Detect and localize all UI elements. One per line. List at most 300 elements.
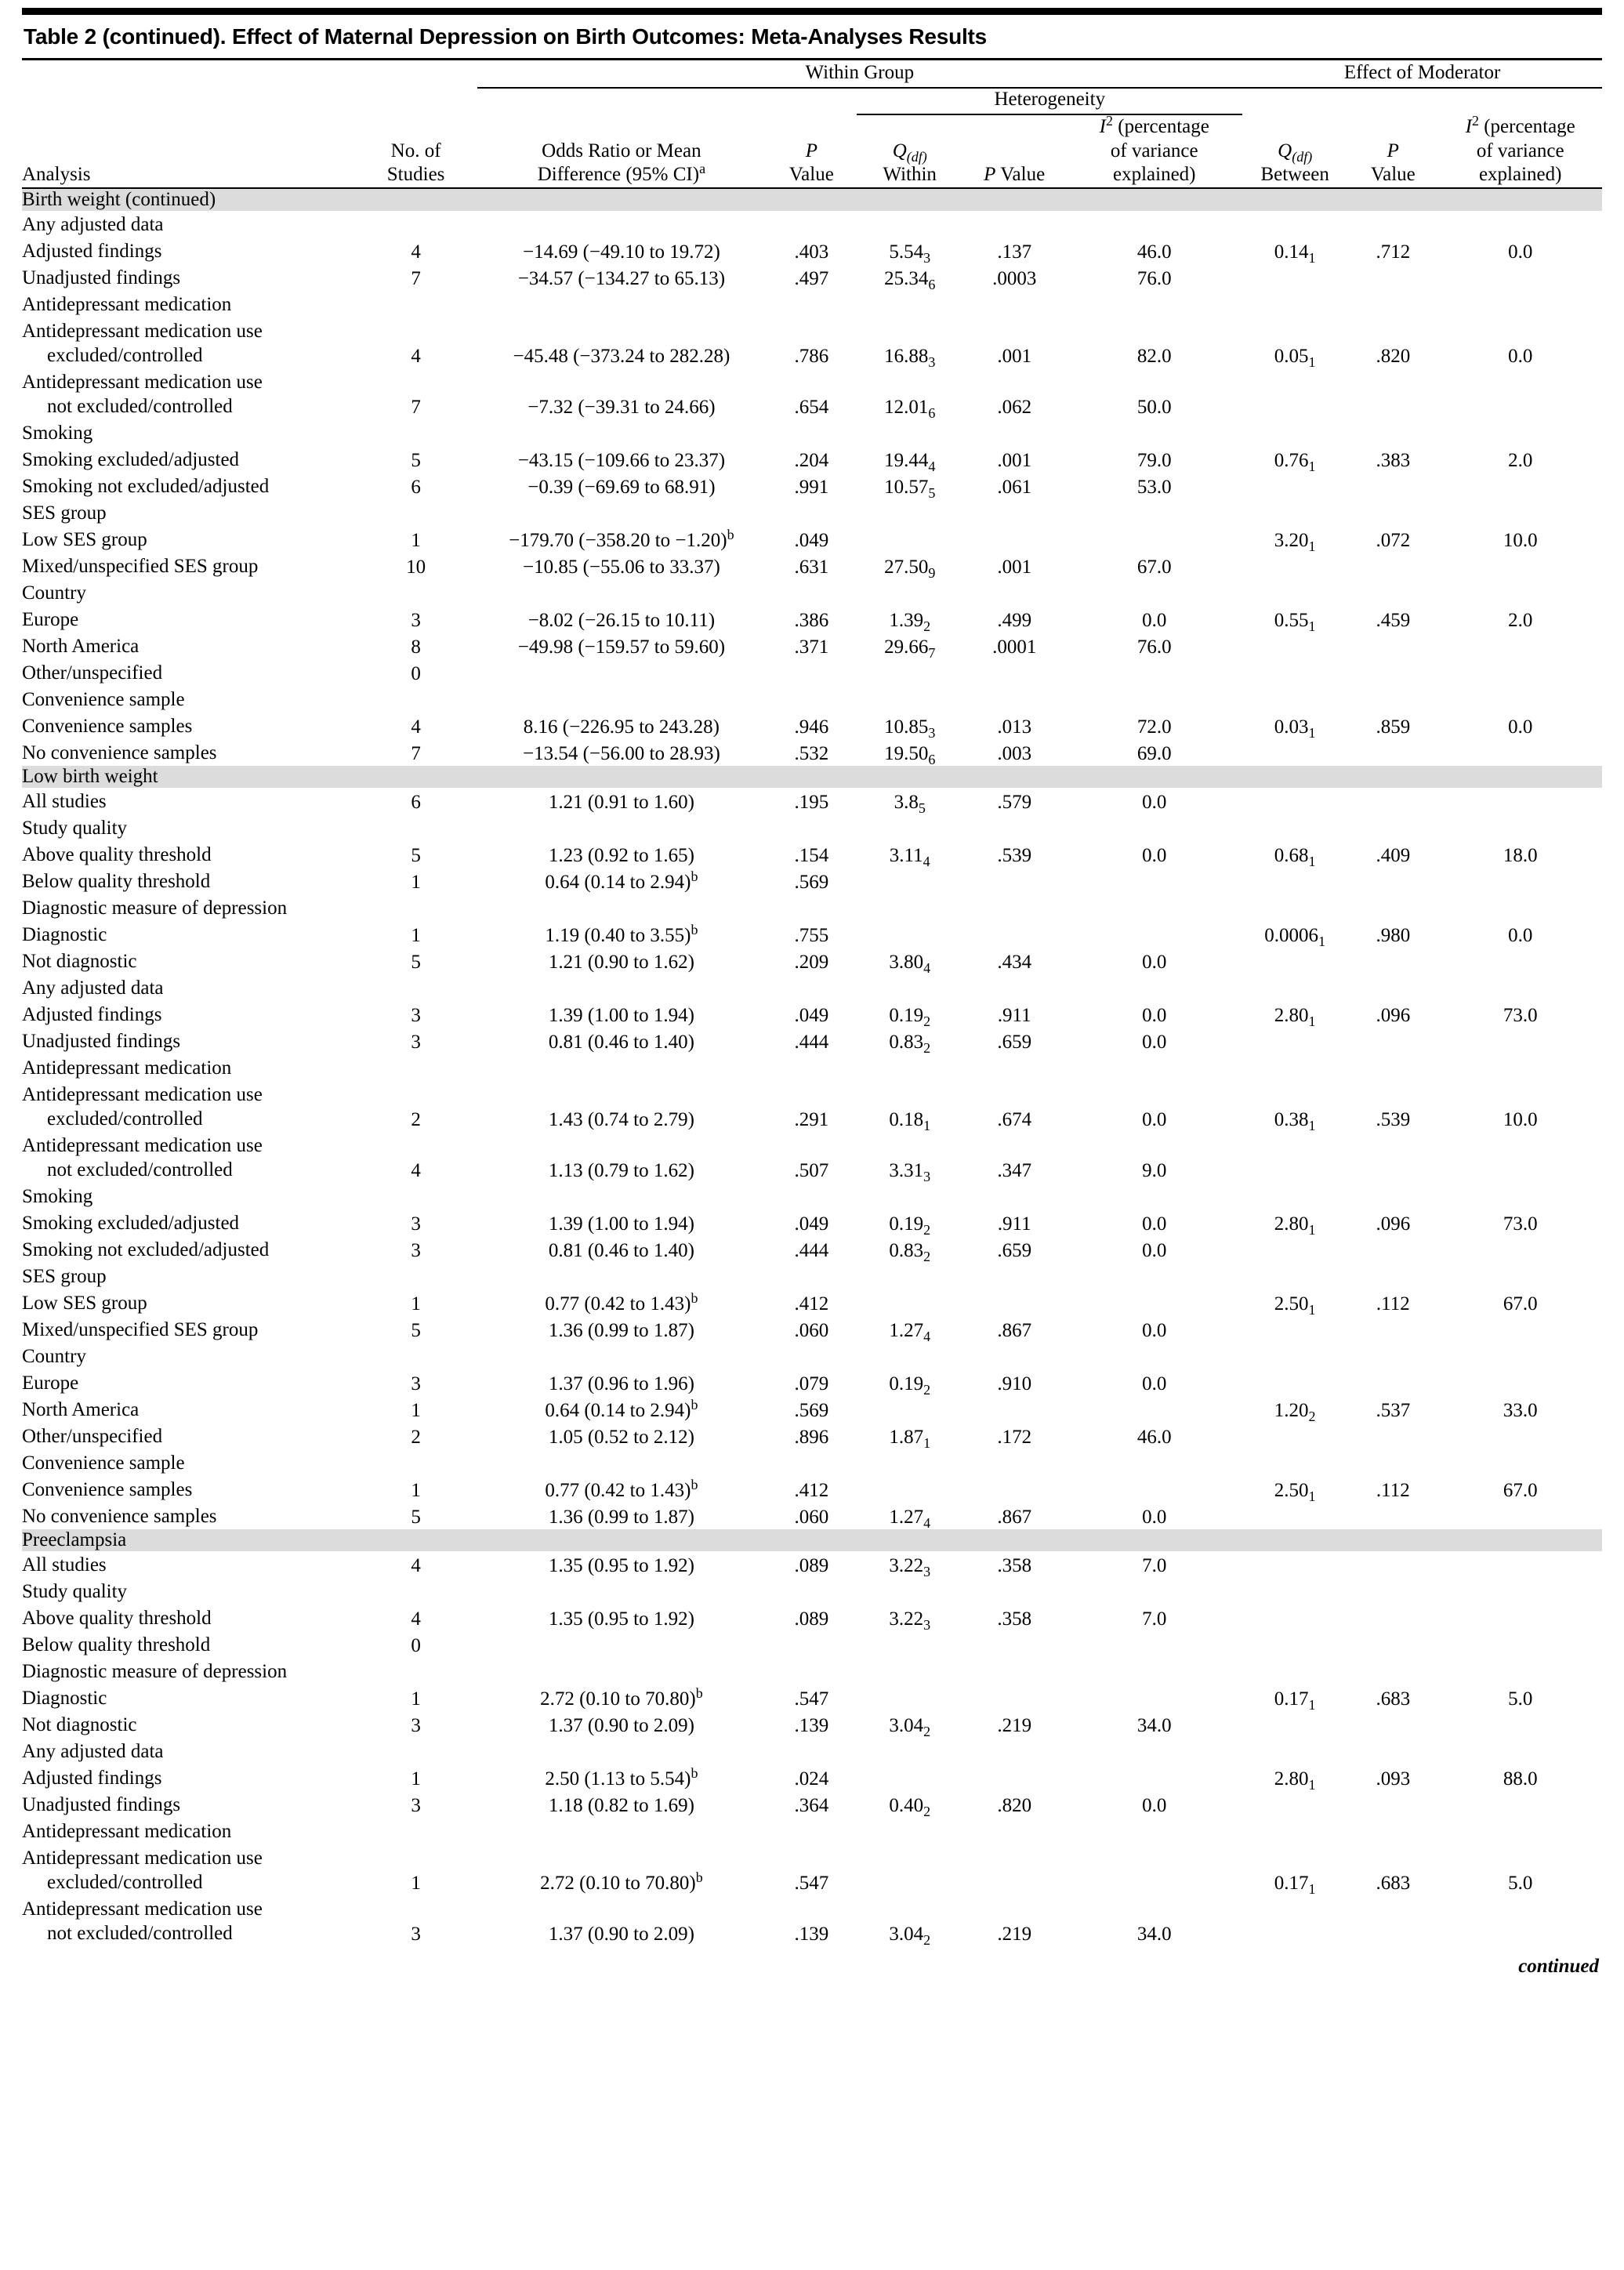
continued-label: continued xyxy=(1518,1955,1599,1977)
p-value-moderator xyxy=(1347,1503,1438,1529)
table-row xyxy=(22,1844,1602,1895)
p-value-heterogeneity: .003 xyxy=(997,742,1032,764)
no-of-studies-value: 1 xyxy=(411,1399,421,1421)
moderator-group-label: Smoking xyxy=(22,422,93,444)
p-value-heterogeneity xyxy=(962,1396,1066,1423)
effect-size-value: 1.37 (0.90 to 2.09) xyxy=(548,1714,694,1736)
p-value-moderator: .093 xyxy=(1376,1768,1411,1790)
analysis-label: Europe xyxy=(22,608,79,630)
q-between-value xyxy=(1242,739,1347,766)
i2-between-value xyxy=(1438,948,1602,974)
q-between-value xyxy=(1242,1895,1347,1946)
i2-within-value: 34.0 xyxy=(1136,1714,1172,1736)
effect-size-value: −45.48 (−373.24 to 282.28) xyxy=(513,345,730,367)
i2-within-value: 0.0 xyxy=(1142,1319,1167,1341)
q-within-value xyxy=(857,659,962,686)
q-between-value xyxy=(1242,1236,1347,1263)
moderator-group-label: Any adjusted data xyxy=(22,213,164,235)
i2-between-value xyxy=(1438,473,1602,499)
analysis-label: Mixed/unspecified SES group xyxy=(22,1318,259,1340)
no-of-studies-value: 1 xyxy=(411,1768,421,1790)
col-header-i2-between: $I^2$ (percentage of variance explained) xyxy=(1438,114,1602,188)
p-value-within: .195 xyxy=(794,791,829,813)
i2-within-value: 53.0 xyxy=(1136,476,1172,498)
p-value-within: .412 xyxy=(794,1479,829,1501)
i2-between-value xyxy=(1438,868,1602,894)
p-value-heterogeneity: .172 xyxy=(997,1426,1032,1448)
p-value-heterogeneity: .820 xyxy=(997,1794,1032,1816)
p-value-moderator: .096 xyxy=(1376,1213,1411,1235)
effect-size-value: 0.81 (0.46 to 1.40) xyxy=(548,1239,694,1261)
effect-size-value: −13.54 (−56.00 to 28.93) xyxy=(522,742,720,764)
analysis-label: Europe xyxy=(22,1372,79,1394)
p-value-moderator: .459 xyxy=(1376,609,1411,631)
p-value-heterogeneity: .013 xyxy=(997,716,1032,738)
analysis-label: Diagnostic xyxy=(22,923,107,945)
table-row xyxy=(22,659,1602,686)
p-value-heterogeneity: .539 xyxy=(997,844,1032,866)
p-value-within: .547 xyxy=(794,1688,829,1710)
p-value-heterogeneity xyxy=(962,1631,1066,1658)
no-of-studies-value: 3 xyxy=(411,1923,421,1945)
q-between-value: $2.50_1$ xyxy=(1274,1293,1316,1318)
effect-size-value: 1.36 (0.99 to 1.87) xyxy=(548,1319,694,1341)
i2-between-value xyxy=(1438,1605,1602,1631)
p-value-moderator xyxy=(1347,1369,1438,1396)
col-header-odds-ratio: Odds Ratio or Mean Difference (95% CI)$^a$ xyxy=(477,114,767,188)
col-header-p-value-moderator: P Value xyxy=(1347,114,1438,188)
q-between-value: $0.14_1$ xyxy=(1274,241,1316,266)
p-value-within: .024 xyxy=(794,1768,829,1790)
q-within-value xyxy=(857,1631,962,1658)
i2-between-value: 73.0 xyxy=(1503,1004,1538,1026)
effect-size-value: 0.64 (0.14 to 2.94)$^b$ xyxy=(545,1396,698,1421)
effect-size-value: 1.43 (0.74 to 2.79) xyxy=(548,1108,694,1130)
effect-size-value: −0.39 (−69.69 to 68.91) xyxy=(527,476,716,498)
i2-between-value: 10.0 xyxy=(1503,1108,1538,1130)
i2-within-value xyxy=(1066,1844,1242,1895)
group-header-heterogeneity: Heterogeneity xyxy=(994,89,1106,111)
p-value-heterogeneity xyxy=(962,659,1066,686)
p-value-heterogeneity: .867 xyxy=(997,1506,1032,1528)
i2-within-value: 0.0 xyxy=(1142,791,1167,813)
i2-within-value xyxy=(1066,921,1242,948)
p-value-within: .755 xyxy=(794,924,829,946)
q-within-value xyxy=(857,1289,962,1316)
p-value-heterogeneity: .911 xyxy=(997,1213,1031,1235)
i2-within-value: 67.0 xyxy=(1136,556,1172,578)
no-of-studies-value: 3 xyxy=(411,1213,421,1235)
p-value-moderator xyxy=(1347,659,1438,686)
p-value-moderator: .537 xyxy=(1376,1399,1411,1421)
table-row xyxy=(22,606,1602,633)
no-of-studies-value: 1 xyxy=(411,1872,421,1894)
table-page xyxy=(0,8,1624,1985)
p-value-within: .946 xyxy=(794,716,829,738)
q-within-value: $1.39_2$ xyxy=(889,609,931,634)
q-between-value: $0.38_1$ xyxy=(1274,1108,1316,1133)
analysis-label: Unadjusted findings xyxy=(22,1793,181,1815)
p-value-within: .444 xyxy=(794,1239,829,1261)
p-value-heterogeneity: .910 xyxy=(997,1373,1032,1394)
i2-between-value xyxy=(1438,1132,1602,1183)
q-within-value: $3.04_2$ xyxy=(889,1923,931,1948)
section-header-row xyxy=(22,188,1602,211)
p-value-within: .507 xyxy=(794,1159,829,1181)
p-value-moderator xyxy=(1347,739,1438,766)
moderator-group-row xyxy=(22,1578,1602,1605)
effect-size-value: 1.35 (0.95 to 1.92) xyxy=(548,1554,694,1576)
no-of-studies-value: 1 xyxy=(411,1293,421,1314)
no-of-studies-value: 0 xyxy=(411,662,421,684)
p-value-within: .631 xyxy=(794,556,829,578)
q-within-value: $0.40_2$ xyxy=(889,1794,931,1819)
analysis-label: North America xyxy=(22,1398,140,1420)
i2-between-value xyxy=(1438,1631,1602,1658)
p-value-heterogeneity: .0003 xyxy=(992,267,1037,289)
table-row xyxy=(22,1209,1602,1236)
q-within-value: $27.50_9$ xyxy=(884,556,936,581)
p-value-moderator: .980 xyxy=(1376,924,1411,946)
p-value-within: .991 xyxy=(794,476,829,498)
moderator-group-row xyxy=(22,1658,1602,1684)
i2-between-value: 73.0 xyxy=(1503,1213,1538,1235)
i2-between-value: 67.0 xyxy=(1503,1479,1538,1501)
p-value-heterogeneity xyxy=(962,1476,1066,1503)
i2-within-value: 34.0 xyxy=(1136,1923,1172,1945)
q-between-value xyxy=(1242,1503,1347,1529)
p-value-within: .569 xyxy=(794,1399,829,1421)
q-within-value: $3.8_5$ xyxy=(894,791,926,816)
moderator-group-row xyxy=(22,1183,1602,1209)
i2-between-value xyxy=(1438,788,1602,814)
meta-analyses-table xyxy=(22,62,1602,1946)
i2-between-value xyxy=(1438,1369,1602,1396)
i2-between-value: 18.0 xyxy=(1503,844,1538,866)
table-row xyxy=(22,1791,1602,1818)
no-of-studies-value: 2 xyxy=(411,1426,421,1448)
q-within-value: $3.22_3$ xyxy=(889,1608,931,1633)
i2-between-value: 0.0 xyxy=(1508,241,1533,263)
no-of-studies-value: 4 xyxy=(411,1159,421,1181)
i2-within-value xyxy=(1066,659,1242,686)
q-between-value: $0.17_1$ xyxy=(1274,1872,1316,1897)
p-value-heterogeneity xyxy=(962,1764,1066,1791)
i2-between-value: 5.0 xyxy=(1508,1872,1533,1894)
p-value-within: .371 xyxy=(794,636,829,658)
i2-between-value xyxy=(1438,264,1602,291)
q-between-value xyxy=(1242,1028,1347,1054)
p-value-moderator xyxy=(1347,1895,1438,1946)
p-value-heterogeneity xyxy=(962,526,1066,553)
moderator-group-label: Country xyxy=(22,1345,86,1367)
table-row xyxy=(22,1001,1602,1028)
q-within-value: $3.80_4$ xyxy=(889,951,931,976)
analysis-label: North America xyxy=(22,635,140,657)
i2-within-value: 9.0 xyxy=(1142,1159,1167,1181)
p-value-within: .386 xyxy=(794,609,829,631)
effect-size-value: 2.72 (0.10 to 70.80)$^b$ xyxy=(540,1869,703,1894)
p-value-within: .049 xyxy=(794,1004,829,1026)
q-within-value: $0.19_2$ xyxy=(889,1373,931,1398)
p-value-within: .049 xyxy=(794,1213,829,1235)
q-between-value: $3.20_1$ xyxy=(1274,529,1316,554)
p-value-within: .569 xyxy=(794,871,829,893)
p-value-moderator xyxy=(1347,1132,1438,1183)
p-value-moderator xyxy=(1347,1551,1438,1578)
effect-size-value: 1.35 (0.95 to 1.92) xyxy=(548,1608,694,1630)
no-of-studies-value: 1 xyxy=(411,871,421,893)
i2-between-value: 2.0 xyxy=(1508,449,1533,471)
i2-within-value: 76.0 xyxy=(1136,267,1172,289)
i2-within-value: 69.0 xyxy=(1136,742,1172,764)
q-within-value xyxy=(857,1764,962,1791)
i2-within-value: 79.0 xyxy=(1136,449,1172,471)
i2-between-value xyxy=(1438,1791,1602,1818)
moderator-group-label: Any adjusted data xyxy=(22,977,164,999)
group-header-within: Within Group xyxy=(805,62,915,84)
no-of-studies-value: 4 xyxy=(411,1554,421,1576)
table-row xyxy=(22,368,1602,419)
analysis-label: Adjusted findings xyxy=(22,1003,162,1025)
no-of-studies-value: 0 xyxy=(411,1634,421,1656)
p-value-within: .204 xyxy=(794,449,829,471)
moderator-group-row xyxy=(22,211,1602,238)
i2-within-value xyxy=(1066,1289,1242,1316)
analysis-label: Diagnostic xyxy=(22,1687,107,1709)
effect-size-value xyxy=(477,1631,767,1658)
i2-between-value: 0.0 xyxy=(1508,716,1533,738)
moderator-group-label: Convenience sample xyxy=(22,1452,185,1474)
p-value-within: .547 xyxy=(794,1872,829,1894)
analysis-label: Mixed/unspecified SES group xyxy=(22,555,259,577)
i2-within-value xyxy=(1066,1396,1242,1423)
analysis-label: No convenience samples xyxy=(22,742,217,763)
table-row xyxy=(22,868,1602,894)
i2-within-value: 0.0 xyxy=(1142,1031,1167,1053)
header-columns-row xyxy=(22,114,1602,188)
table-row xyxy=(22,788,1602,814)
i2-within-value xyxy=(1066,1684,1242,1711)
p-value-within: .139 xyxy=(794,1923,829,1945)
i2-between-value xyxy=(1438,368,1602,419)
table-row xyxy=(22,948,1602,974)
no-of-studies-value: 3 xyxy=(411,1794,421,1816)
col-header-q-within: $Q_{(df)}$ Within xyxy=(857,114,962,188)
p-value-within: .139 xyxy=(794,1714,829,1736)
title-underline xyxy=(22,58,1602,60)
i2-within-value: 72.0 xyxy=(1136,716,1172,738)
effect-size-value: −34.57 (−134.27 to 65.13) xyxy=(517,267,726,289)
i2-within-value: 0.0 xyxy=(1142,1004,1167,1026)
q-within-value: $3.31_3$ xyxy=(889,1159,931,1184)
effect-size-value: 1.13 (0.79 to 1.62) xyxy=(548,1159,694,1181)
no-of-studies-value: 1 xyxy=(411,1688,421,1710)
analysis-label: Antidepressant medication use not excluded/controlled xyxy=(22,1898,263,1944)
table-row xyxy=(22,1476,1602,1503)
q-within-value xyxy=(857,1684,962,1711)
moderator-group-row xyxy=(22,814,1602,841)
analysis-label: All studies xyxy=(22,790,107,812)
p-value-moderator: .539 xyxy=(1376,1108,1411,1130)
p-value-heterogeneity: .499 xyxy=(997,609,1032,631)
q-between-value: $0.03_1$ xyxy=(1274,716,1316,741)
moderator-group-label: Diagnostic measure of depression xyxy=(22,1660,288,1682)
effect-size-value: 1.37 (0.90 to 2.09) xyxy=(548,1923,694,1945)
q-between-value xyxy=(1242,1316,1347,1343)
table-row xyxy=(22,264,1602,291)
analysis-label: Smoking not excluded/adjusted xyxy=(22,1238,270,1260)
no-of-studies-value: 7 xyxy=(411,742,421,764)
i2-between-value xyxy=(1438,739,1602,766)
effect-size-value: 0.77 (0.42 to 1.43)$^b$ xyxy=(545,1476,698,1501)
moderator-group-label: Convenience sample xyxy=(22,688,185,710)
table-row xyxy=(22,526,1602,553)
i2-within-value: 0.0 xyxy=(1142,1794,1167,1816)
moderator-group-row xyxy=(22,291,1602,317)
table-row xyxy=(22,713,1602,739)
q-within-value xyxy=(857,526,962,553)
moderator-group-label: Antidepressant medication xyxy=(22,293,232,315)
moderator-group-row xyxy=(22,894,1602,921)
analysis-label: Low SES group xyxy=(22,1292,147,1314)
q-between-value xyxy=(1242,553,1347,579)
table-row xyxy=(22,1132,1602,1183)
no-of-studies-value: 5 xyxy=(411,951,421,973)
col-header-p-value-within: P Value xyxy=(766,114,857,188)
no-of-studies-value: 5 xyxy=(411,844,421,866)
p-value-moderator xyxy=(1347,868,1438,894)
i2-within-value: 0.0 xyxy=(1142,1506,1167,1528)
effect-size-value: −10.85 (−55.06 to 33.37) xyxy=(522,556,720,578)
q-within-value: $3.04_2$ xyxy=(889,1714,931,1739)
p-value-heterogeneity: .219 xyxy=(997,1923,1032,1945)
table-row xyxy=(22,1711,1602,1738)
p-value-moderator xyxy=(1347,1711,1438,1738)
p-value-heterogeneity: .674 xyxy=(997,1108,1032,1130)
section-header-row xyxy=(22,1529,1602,1551)
no-of-studies-value: 1 xyxy=(411,1479,421,1501)
p-value-moderator xyxy=(1347,788,1438,814)
p-value-moderator xyxy=(1347,473,1438,499)
effect-size-value: 1.05 (0.52 to 2.12) xyxy=(548,1426,694,1448)
i2-within-value: 0.0 xyxy=(1142,1108,1167,1130)
q-between-value xyxy=(1242,868,1347,894)
p-value-heterogeneity: .347 xyxy=(997,1159,1032,1181)
i2-within-value xyxy=(1066,1764,1242,1791)
table-header xyxy=(22,62,1602,188)
analysis-label: Below quality threshold xyxy=(22,870,211,892)
q-within-value: $3.11_4$ xyxy=(889,844,930,869)
q-between-value: $0.68_1$ xyxy=(1274,844,1316,869)
moderator-group-row xyxy=(22,686,1602,713)
q-within-value: $5.54_3$ xyxy=(889,241,931,266)
q-within-value: $3.22_3$ xyxy=(889,1554,931,1579)
p-value-within: .060 xyxy=(794,1506,829,1528)
q-within-value: $0.83_2$ xyxy=(889,1239,931,1264)
q-between-value xyxy=(1242,948,1347,974)
table-body xyxy=(22,188,1602,1946)
no-of-studies-value: 2 xyxy=(411,1108,421,1130)
p-value-heterogeneity xyxy=(962,868,1066,894)
p-value-heterogeneity: .219 xyxy=(997,1714,1032,1736)
no-of-studies-value: 10 xyxy=(406,556,426,578)
table-row xyxy=(22,739,1602,766)
no-of-studies-value: 4 xyxy=(411,716,421,738)
analysis-label: Unadjusted findings xyxy=(22,267,181,288)
q-within-value: $0.83_2$ xyxy=(889,1031,931,1056)
p-value-within: .209 xyxy=(794,951,829,973)
section-header-label: Birth weight (continued) xyxy=(22,188,1602,211)
effect-size-value: 1.36 (0.99 to 1.87) xyxy=(548,1506,694,1528)
group-header-moderator: Effect of Moderator xyxy=(1343,62,1501,84)
p-value-moderator: .683 xyxy=(1376,1872,1411,1894)
p-value-heterogeneity: .659 xyxy=(997,1031,1032,1053)
effect-size-value xyxy=(477,659,767,686)
moderator-group-row xyxy=(22,1343,1602,1369)
effect-size-value: −14.69 (−49.10 to 19.72) xyxy=(522,241,720,263)
q-between-value xyxy=(1242,788,1347,814)
i2-between-value: 5.0 xyxy=(1508,1688,1533,1710)
p-value-heterogeneity: .358 xyxy=(997,1554,1032,1576)
col-header-q-between: $Q_{(df)}$ Between xyxy=(1242,114,1347,188)
col-header-p-value-heterogeneity: P Value xyxy=(962,114,1066,188)
i2-between-value xyxy=(1438,1028,1602,1054)
p-value-heterogeneity xyxy=(962,1844,1066,1895)
p-value-moderator: .683 xyxy=(1376,1688,1411,1710)
q-within-value: $10.57_5$ xyxy=(884,476,936,501)
q-between-value xyxy=(1242,1711,1347,1738)
no-of-studies-value: 3 xyxy=(411,1004,421,1026)
p-value-moderator xyxy=(1347,1791,1438,1818)
analysis-label: Antidepressant medication use excluded/controlled xyxy=(22,1847,263,1893)
q-within-value xyxy=(857,1476,962,1503)
effect-size-value: 0.64 (0.14 to 2.94)$^b$ xyxy=(545,868,698,893)
i2-between-value xyxy=(1438,1711,1602,1738)
moderator-group-label: SES group xyxy=(22,1265,107,1287)
i2-between-value: 0.0 xyxy=(1508,345,1533,367)
table-row xyxy=(22,1684,1602,1711)
analysis-label: Other/unspecified xyxy=(22,1425,163,1447)
no-of-studies-value: 7 xyxy=(411,267,421,289)
header-group-row-1 xyxy=(22,62,1602,84)
i2-within-value: 0.0 xyxy=(1142,1239,1167,1261)
no-of-studies-value: 3 xyxy=(411,609,421,631)
table-row xyxy=(22,633,1602,659)
analysis-label: All studies xyxy=(22,1554,107,1576)
p-value-within: .444 xyxy=(794,1031,829,1053)
p-value-within: .403 xyxy=(794,241,829,263)
p-value-moderator xyxy=(1347,1316,1438,1343)
q-within-value: $0.19_2$ xyxy=(889,1213,931,1238)
q-between-value xyxy=(1242,264,1347,291)
effect-size-value: −8.02 (−26.15 to 10.11) xyxy=(527,609,716,631)
q-between-value: $0.0006_1$ xyxy=(1264,924,1326,949)
p-value-moderator: .409 xyxy=(1376,844,1411,866)
table-row xyxy=(22,1423,1602,1449)
q-within-value: $16.88_3$ xyxy=(884,345,936,370)
p-value-within: .364 xyxy=(794,1794,829,1816)
moderator-group-row xyxy=(22,499,1602,526)
p-value-within: .154 xyxy=(794,844,829,866)
p-value-heterogeneity: .001 xyxy=(997,345,1032,367)
q-within-value xyxy=(857,1844,962,1895)
q-within-value: $0.18_1$ xyxy=(889,1108,931,1133)
i2-within-value: 0.0 xyxy=(1142,1373,1167,1394)
table-row xyxy=(22,1895,1602,1946)
i2-between-value xyxy=(1438,659,1602,686)
q-between-value xyxy=(1242,633,1347,659)
